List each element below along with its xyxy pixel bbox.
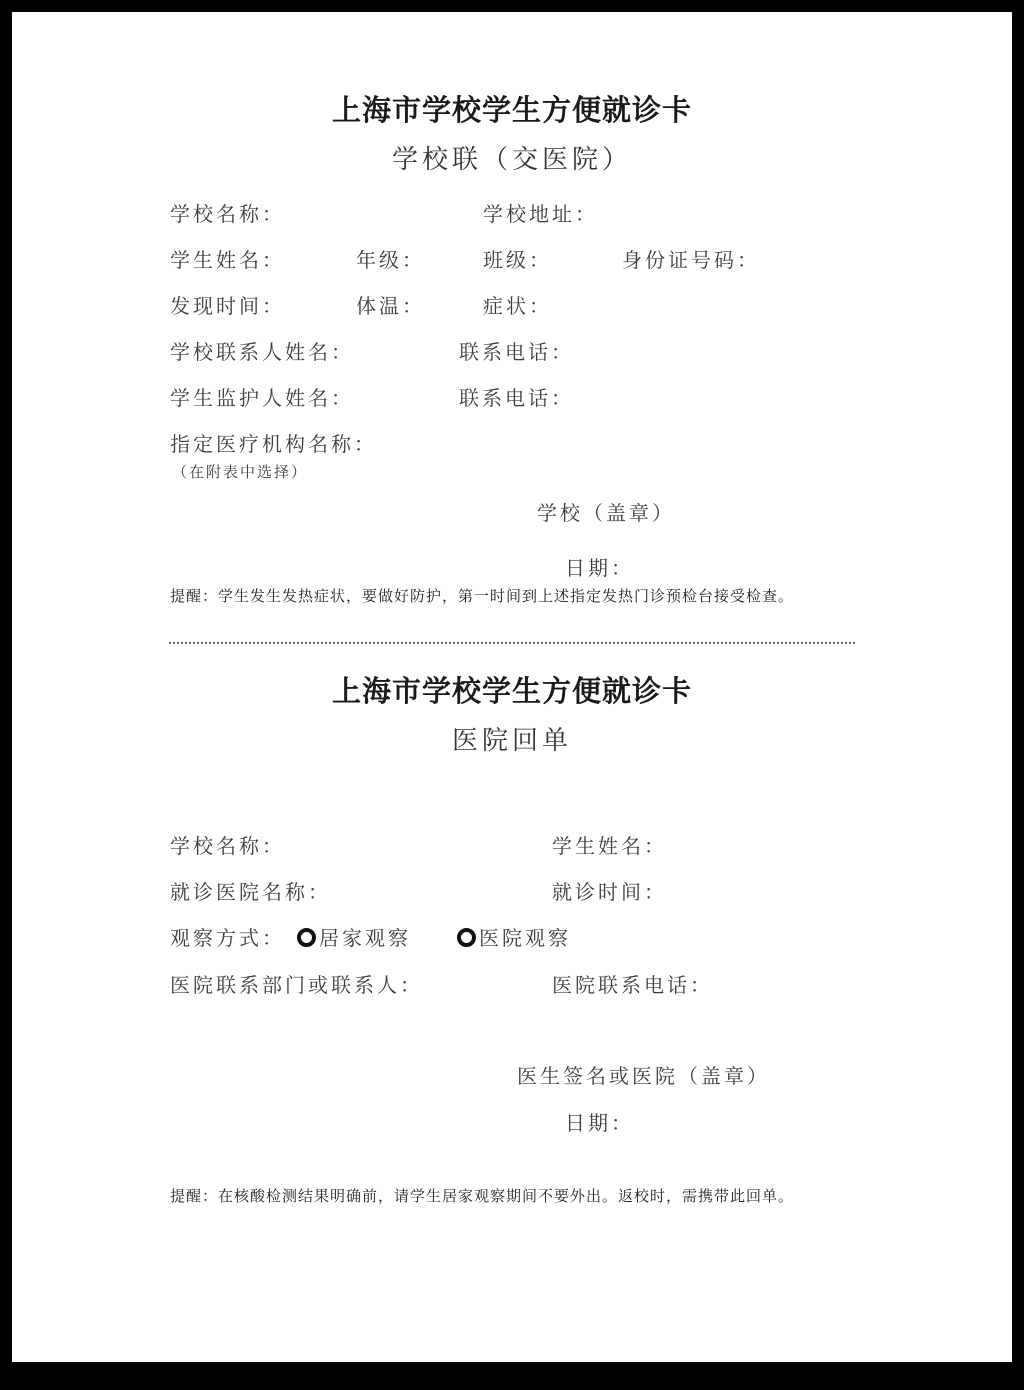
receipt-student-name-label: 学生姓名： (552, 834, 667, 858)
school-contact-phone-label: 联系电话： (459, 340, 574, 364)
form-page (12, 12, 1012, 1362)
school-reminder: 提醒：学生发生发热症状，要做好防护，第一时间到上述指定发热门诊预检台接受检查。 (170, 587, 795, 605)
guardian-name-label: 学生监护人姓名： (170, 386, 354, 410)
class-label: 班级： (483, 248, 552, 272)
school-copy-subtitle: 学校联（交医院） (391, 145, 632, 175)
option-home-observation[interactable] (297, 922, 411, 951)
student-name-label: 学生姓名： (170, 248, 285, 272)
hospital-dept-contact-label: 医院联系部门或联系人： (170, 973, 423, 997)
school-date-label: 日期： (565, 556, 634, 580)
temperature-label: 体温： (356, 294, 425, 318)
receipt-school-name-label: 学校名称： (170, 834, 285, 858)
hospital-hint: （在附表中选择） (172, 463, 309, 481)
guardian-phone-label: 联系电话： (459, 386, 574, 410)
hospital-phone-label: 医院联系电话： (552, 973, 713, 997)
visit-time-label: 就诊时间： (552, 880, 667, 904)
option-hospital-label: 医院观察 (479, 926, 571, 950)
school-address-label: 学校地址： (483, 202, 598, 226)
grade-label: 年级： (356, 248, 425, 272)
designated-hospital-label: 指定医疗机构名称： (170, 432, 377, 456)
cut-line-divider (169, 642, 855, 644)
id-number-label: 身份证号码： (622, 248, 760, 272)
school-copy-title: 上海市学校学生方便就诊卡 (331, 93, 692, 127)
option-hospital-observation[interactable] (457, 922, 571, 951)
hospital-reminder: 提醒：在核酸检测结果明确前，请学生居家观察期间不要外出。返校时，需携带此回单。 (170, 1187, 795, 1205)
radio-home-icon[interactable] (297, 928, 316, 947)
school-stamp-label: 学校（盖章） (537, 501, 675, 525)
observation-method-label: 观察方式： (170, 926, 285, 950)
symptoms-label: 症状： (483, 294, 552, 318)
school-contact-label: 学校联系人姓名： (170, 340, 354, 364)
option-home-label: 居家观察 (319, 926, 411, 950)
hospital-copy-subtitle: 医院回单 (451, 726, 572, 756)
visit-hospital-name-label: 就诊医院名称： (170, 880, 331, 904)
hospital-copy-title: 上海市学校学生方便就诊卡 (331, 674, 692, 708)
found-time-label: 发现时间： (170, 294, 285, 318)
doctor-signature-label: 医生签名或医院（盖章） (517, 1064, 770, 1088)
school-name-label: 学校名称： (170, 202, 285, 226)
radio-hospital-icon[interactable] (457, 928, 476, 947)
receipt-date-label: 日期： (565, 1111, 634, 1135)
